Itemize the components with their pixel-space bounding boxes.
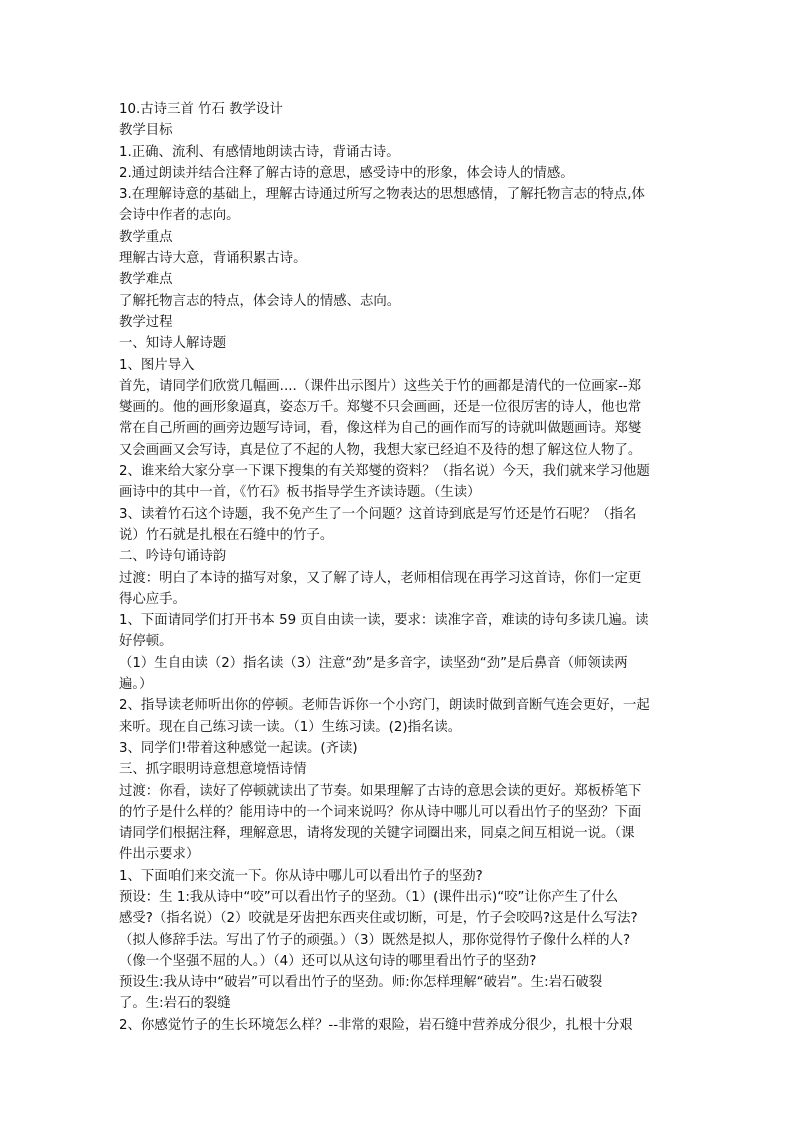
paragraph-line: 过渡：你看，读好了停顿就读出了节奏。如果理解了古诗的意思会读的更好。郑板桥笔下 bbox=[119, 783, 642, 799]
paragraph-line: 常在自己所画的画旁边题写诗词，看，像这样为自己的画作而写的诗就叫做题画诗。郑燮 bbox=[119, 421, 642, 437]
part-1-heading: 一、知诗人解诗题 bbox=[119, 336, 227, 352]
section-heading-objectives: 教学目标 bbox=[119, 123, 173, 139]
paragraph-line: 1、下面咱们来交流一下。你从诗中哪儿可以看出竹子的坚劲? bbox=[119, 868, 483, 884]
section-heading-difficulties: 教学难点 bbox=[119, 272, 173, 288]
part-2-heading: 二、吟诗句诵诗韵 bbox=[119, 549, 227, 565]
objective-1: 1.正确、流利、有感情地朗读古诗，背诵古诗。 bbox=[119, 144, 400, 160]
paragraph-line: 说）竹石就是扎根在石缝中的竹子。 bbox=[119, 527, 334, 543]
objective-3-continued: 会诗中作者的志向。 bbox=[119, 208, 240, 224]
objective-3: 3.在理解诗意的基础上，理解古诗通过所写之物表达的思想感情，了解托物言志的特点,体 bbox=[119, 187, 645, 203]
paragraph-line: 又会画画又会写诗，真是位了不起的人物，我想大家已经迫不及待的想了解这位人物了。 bbox=[119, 442, 642, 458]
paragraph-line: （1）生自由读（2）指名读（3）注意“劲”是多音字，读坚劲“劲”是后鼻音（师领读两 bbox=[119, 655, 628, 671]
paragraph-line: 2、你感觉竹子的生长环境怎么样？--非常的艰险，岩石缝中营养成分很少，扎根十分艰 bbox=[119, 1017, 633, 1033]
paragraph-line: 来听。现在自己练习读一读。（1）生练习读。(2)指名读。 bbox=[119, 719, 462, 735]
paragraph-line: 感受?（指名说）（2）咬就是牙齿把东西夹住或切断，可是，竹子会咬吗?这是什么写法? bbox=[119, 911, 638, 927]
paragraph-line: 预设：生 1:我从诗中“咬”可以看出竹子的坚劲。（1）(课件出示)“咬”让你产生了什么 bbox=[119, 889, 619, 905]
paragraph-line: 请同学们根据注释，理解意思，请将发现的关键字词圈出来，同桌之间互相说一说。（课 bbox=[119, 826, 635, 842]
paragraph-line: 燮画的。他的画形象逼真，姿态万千。郑燮不只会画画，还是一位很厉害的诗人，他也常 bbox=[119, 400, 642, 416]
paragraph-line: 3、读着竹石这个诗题，我不免产生了一个问题？这首诗到底是写竹还是竹石呢？（指名 bbox=[119, 506, 637, 522]
objective-2: 2.通过朗读并结合注释了解古诗的意思，感受诗中的形象，体会诗人的情感。 bbox=[119, 165, 574, 181]
paragraph-line: 2、谁来给大家分享一下课下搜集的有关郑燮的资料？（指名说）今天，我们就来学习他题 bbox=[119, 464, 650, 480]
paragraph-line: 1、下面请同学们打开书本 59 页自由读一读，要求：读准字音，难读的诗句多读几遍。读 bbox=[119, 613, 649, 629]
paragraph-line: 遍。） bbox=[119, 677, 153, 693]
step-heading: 1、图片导入 bbox=[119, 357, 195, 373]
paragraph-line: （像一个坚强不屈的人。）（4）还可以从这句诗的哪里看出竹子的坚劲? bbox=[119, 953, 537, 969]
paragraph-line: 2、指导读老师听出你的停顿。老师告诉你一个小窍门，朗读时做到音断气连会更好，一起 bbox=[119, 698, 650, 714]
section-heading-process: 教学过程 bbox=[119, 314, 173, 330]
paragraph-line: 过渡：明白了本诗的描写对象，又了解了诗人，老师相信现在再学习这首诗，你们一定更 bbox=[119, 570, 642, 586]
paragraph-line: 3、同学们!带着这种感觉一起读。(齐读) bbox=[119, 740, 358, 756]
document-page bbox=[119, 99, 679, 1036]
part-3-heading: 三、抓字眼明诗意想意境悟诗情 bbox=[119, 762, 307, 778]
paragraph-line: 预设生:我从诗中“破岩”可以看出竹子的坚劲。师:你怎样理解“破岩”。生:岩石破裂 bbox=[119, 975, 603, 991]
paragraph-line: 好停顿。 bbox=[119, 634, 173, 650]
paragraph-line: 得心应手。 bbox=[119, 591, 186, 607]
paragraph-line: 件出示要求） bbox=[119, 847, 200, 863]
section-heading-key-points: 教学重点 bbox=[119, 229, 173, 245]
difficulties-text: 了解托物言志的特点，体会诗人的情感、志向。 bbox=[119, 293, 401, 309]
paragraph-line: 画诗中的其中一首，《竹石》板书指导学生齐读诗题。（生读） bbox=[119, 485, 481, 501]
paragraph-line: 的竹子是什么样的？能用诗中的一个词来说吗？你从诗中哪儿可以看出竹子的坚劲？下面 bbox=[119, 804, 642, 820]
paragraph-line: 首先，请同学们欣赏几幅画....（课件出示图片）这些关于竹的画都是清代的一位画家--郑 bbox=[119, 378, 642, 394]
document-title: 10.古诗三首 竹石 教学设计 bbox=[119, 102, 283, 117]
paragraph-line: （拟人修辞手法。写出了竹子的顽强。）（3）既然是拟人，那你觉得竹子像什么样的人? bbox=[119, 932, 631, 948]
paragraph-line: 了。生:岩石的裂缝 bbox=[119, 996, 231, 1012]
key-points-text: 理解古诗大意，背诵积累古诗。 bbox=[119, 251, 307, 267]
